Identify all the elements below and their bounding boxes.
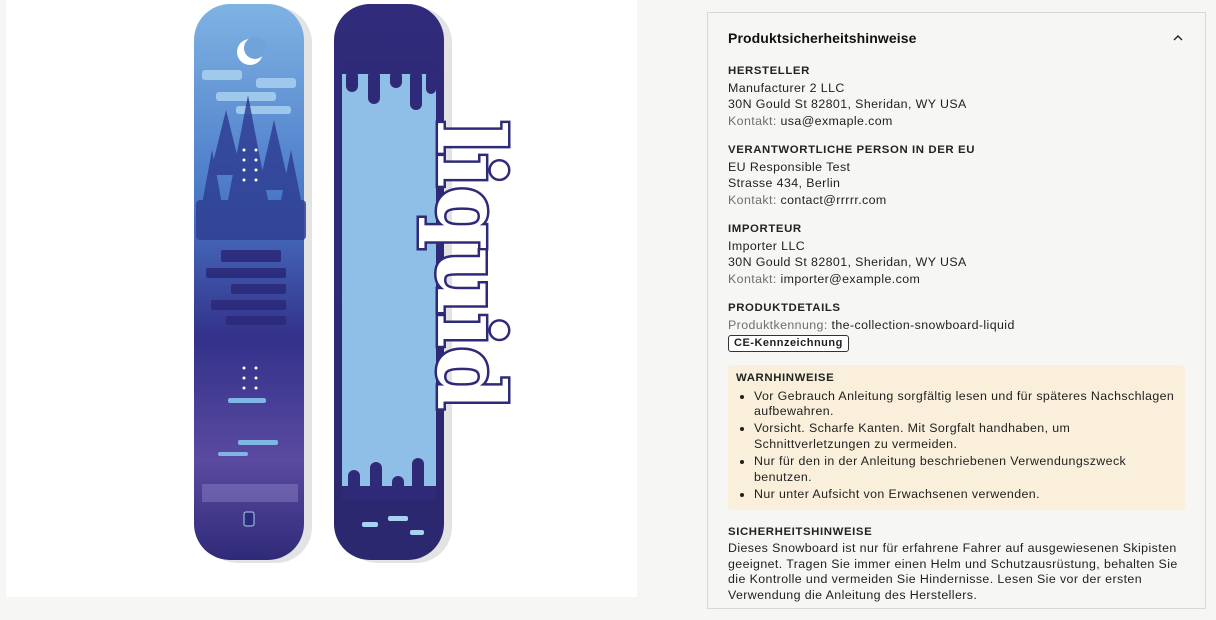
- product-image[interactable]: [6, 0, 637, 597]
- manufacturer-contact[interactable]: usa@exmaple.com: [780, 113, 893, 128]
- warning-item: • Vorsicht. Scharfe Kanten. Mit Sorgfalt handhaben, um Schnittverletzungen zu vermeiden.: [754, 421, 1177, 452]
- eu-person-section: [728, 142, 1185, 208]
- manufacturer-name: Manufacturer 2 LLC: [728, 80, 845, 95]
- importer-contact[interactable]: importer@example.com: [780, 271, 921, 286]
- product-safety-panel: [707, 12, 1206, 609]
- snowboard-top-view: [194, 4, 312, 563]
- eu-person-address: Strasse 434, Berlin: [728, 176, 841, 190]
- manufacturer-address: 30N Gould St 82801, Sheridan, WY USA: [728, 97, 967, 111]
- warning-item: • Nur unter Aufsicht von Erwachsenen verwenden.: [754, 487, 1177, 503]
- contact-label: Kontakt:: [728, 113, 777, 128]
- eu-person-contact[interactable]: contact@rrrrr.com: [780, 192, 887, 207]
- product-details-section: [728, 300, 1185, 352]
- importer-name: Importer LLC: [728, 238, 806, 253]
- warnings-list: [736, 389, 1177, 503]
- importer-address: 30N Gould St 82801, Sheridan, WY USA: [728, 255, 967, 269]
- snowboard-illustration: [6, 0, 637, 597]
- manufacturer-contact-row: [728, 113, 1185, 130]
- importer-contact-row: [728, 271, 1185, 288]
- warning-item: • Vor Gebrauch Anleitung sorgfältig lesen und für späteres Nachschlagen aufbewahren.: [754, 389, 1177, 420]
- ce-badge: CE-Kennzeichnung: [728, 335, 849, 352]
- contact-label: Kontakt:: [728, 271, 777, 286]
- board-logo-text: liquid: [416, 120, 524, 409]
- importer-heading: IMPORTEUR: [728, 223, 802, 235]
- safety-notes-section: [728, 524, 1185, 604]
- safety-panel-header[interactable]: [728, 13, 1185, 63]
- eu-person-heading: VERANTWORTLICHE PERSON IN DER EU: [728, 144, 976, 156]
- panel-title: Produktsicherheitshinweise: [728, 30, 917, 46]
- importer-section: [728, 221, 1185, 287]
- product-id: the-collection-snowboard-liquid: [831, 317, 1015, 332]
- product-details-heading: PRODUKTDETAILS: [728, 302, 841, 314]
- safety-notes-heading: SICHERHEITSHINWEISE: [728, 525, 873, 538]
- contact-label: Kontakt:: [728, 192, 777, 207]
- eu-person-contact-row: [728, 192, 1185, 209]
- warnings-heading: WARNHINWEISE: [736, 372, 835, 384]
- snowboard-base-view: [334, 4, 524, 563]
- warnings-box: [728, 365, 1185, 510]
- manufacturer-heading: HERSTELLER: [728, 65, 810, 77]
- manufacturer-section: [728, 63, 1185, 129]
- warning-item: • Nur für den in der Anleitung beschriebenen Verwendungszweck benutzen.: [754, 454, 1177, 485]
- eu-person-name: EU Responsible Test: [728, 159, 851, 174]
- product-id-label: Produktkennung:: [728, 317, 828, 332]
- safety-notes-text: Dieses Snowboard ist nur für erfahrene Fahrer auf ausgewiesenen Skipisten geeignet. Tragen Sie immer einen Helm und Schutzausrüstung, behalten Sie die Kontrolle und vermeiden Sie Hindernisse. Lesen Sie vor der ersten Verwendung die Anleitung des Herstellers.: [728, 541, 1178, 603]
- chevron-up-icon[interactable]: [1171, 31, 1185, 45]
- product-id-row: [728, 317, 1185, 334]
